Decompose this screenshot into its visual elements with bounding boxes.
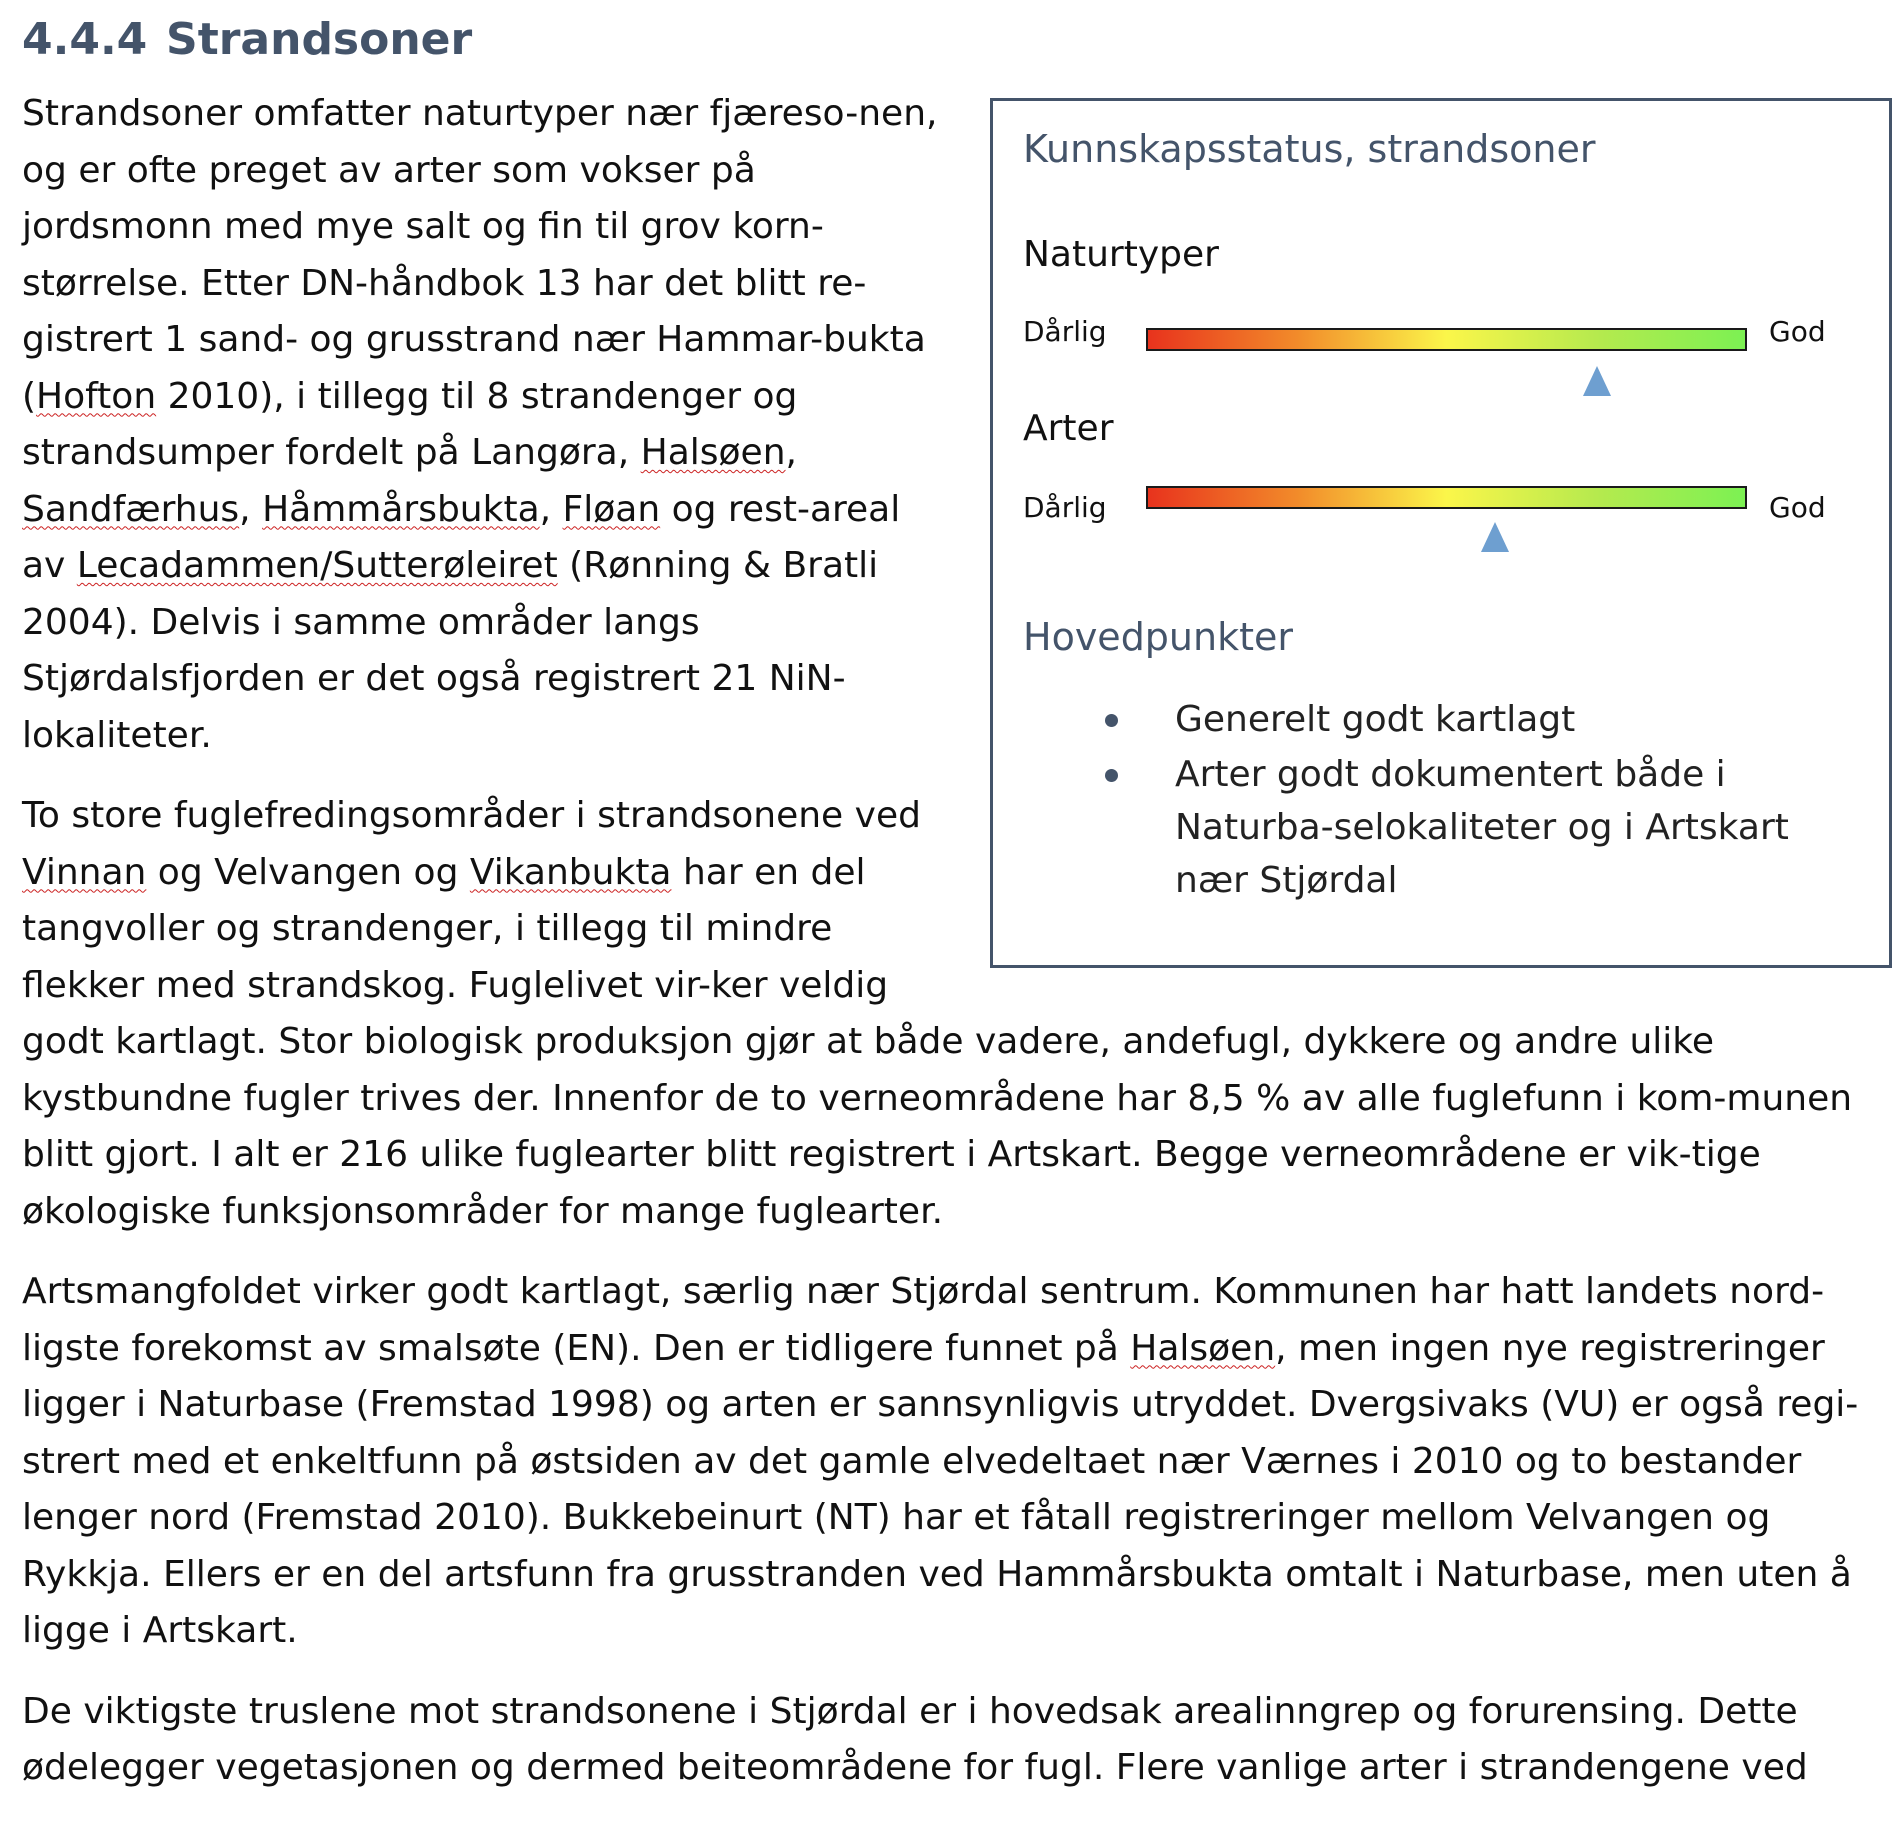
text-run: har en del tangvoller og strandenger, i tillegg til mindre flekker med strandskog. Fuglelivet vir-ker veldig godt kartlagt. Stor biologisk produksjon gjør at både vadere, andefugl, dykkere og andre ulike kystbundne fugler trives der. Innenfor de to verneområdene har 8,5 % av alle fuglefunn i kom-munen blitt gjort. I alt er 216 ulike fuglearter blitt registrert i Artskart. Begge verneområdene er vik-tige økologiske funksjonsområder for mange fuglearter. (22, 851, 1853, 1232)
rating-marker-arter (1481, 522, 1509, 552)
box-title: Kunnskapsstatus, strandsoner (1023, 127, 1596, 171)
spellcheck-word: Vinnan (22, 851, 147, 893)
paragraph-4: De viktigste truslene mot strandsonene i Stjørdal er i hovedsak arealinngrep og forurensing. Dette ødelegger vegetasjonen og dermed beiteområdene for fugl. Flere vanlige arter i strandengene ved (22, 1690, 1808, 1788)
spellcheck-word: Halsøen (640, 432, 786, 473)
text-run: Strandsoner omfatter naturtyper nær fjæreso-nen, og er ofte preget av arter som vokser på jordsmonn med mye salt og fin til grov korn-størrelse. Etter DN-håndbok 13 har det blitt re-gistrert 1 sand- og grusstrand nær Hammar-bukta ( (22, 93, 938, 417)
text-run: 2010), i tillegg til 8 strandenger og strandsumper fordelt på Langøra, (22, 375, 798, 473)
section-title: Strandsoner (166, 14, 473, 65)
scale-high-label: God (1769, 491, 1826, 524)
text-run: , men ingen nye registreringer ligger i Naturbase (Fremstad 1998) og arten er sannsynligvis utryddet. Dvergsivaks (VU) er også regi-strert med et enkeltfunn på østsiden av det gamle elvedeltaet nær Værnes i 2010 og to bestander lenger nord (Fremstad 2010). Bukkebeinurt (NT) har et fåtall registreringer mellom Velvangen og Rykkja. Ellers er en del artsfunn fra grusstranden ved Hammårsbukta omtalt i Naturbase, men uten å ligge i Artskart. (22, 1327, 1859, 1651)
main-points-title: Hovedpunkter (1023, 615, 1294, 659)
paragraph-3 (22, 1264, 1892, 1660)
spellcheck-word: Hofton (36, 375, 157, 417)
text-run: , (239, 488, 263, 530)
scale-low-label: Dårlig (1023, 315, 1107, 348)
spellcheck-word: Halsøen (1130, 1327, 1276, 1369)
body-text (22, 86, 1892, 1821)
spellcheck-word: Vikanbukta (469, 851, 672, 893)
spellcheck-word: Fløan (562, 488, 661, 530)
knowledge-status-box (990, 98, 1892, 968)
main-points-list (1103, 693, 1863, 909)
scale-low-label: Dårlig (1023, 491, 1107, 524)
scale-label-naturtyper: Naturtyper (1023, 234, 1219, 275)
list-item: Generelt godt kartlagt (1103, 693, 1863, 746)
section-number: 4.4.4 (22, 14, 148, 65)
spellcheck-word: Håmmårsbukta (262, 488, 540, 530)
rating-marker-naturtyper (1583, 366, 1611, 396)
text-run: og Velvangen og (146, 851, 470, 893)
section-heading (22, 14, 472, 65)
spellcheck-word: Lecadammen/Sutterøleiret (76, 545, 558, 586)
spellcheck-word: Sandfærhus (22, 488, 240, 530)
text-run: , (785, 432, 797, 473)
rating-bar-naturtyper (1146, 328, 1747, 351)
text-run: Artsmangfoldet virker godt kartlagt, særlig nær Stjørdal sentrum. Kommunen har hatt landets nord-ligste forekomst av smalsøte (EN). Den er tidligere funnet på (22, 1271, 1825, 1369)
text-run: (Rønning & Bratli 2004). Delvis i samme områder langs Stjørdalsfjorden er det også registrert 21 NiN-lokaliteter. (22, 545, 879, 756)
scale-high-label: God (1769, 315, 1826, 348)
text-run: , (539, 488, 563, 530)
text-run: To store fuglefredingsområder i strandsonene ved (22, 795, 921, 836)
text-run: og rest-areal av (22, 488, 901, 586)
scale-label-arter: Arter (1023, 408, 1114, 449)
list-item: Arter godt dokumentert både i Naturba-selokaliteter og i Artskart nær Stjørdal (1103, 748, 1863, 907)
rating-bar-arter (1146, 486, 1747, 509)
